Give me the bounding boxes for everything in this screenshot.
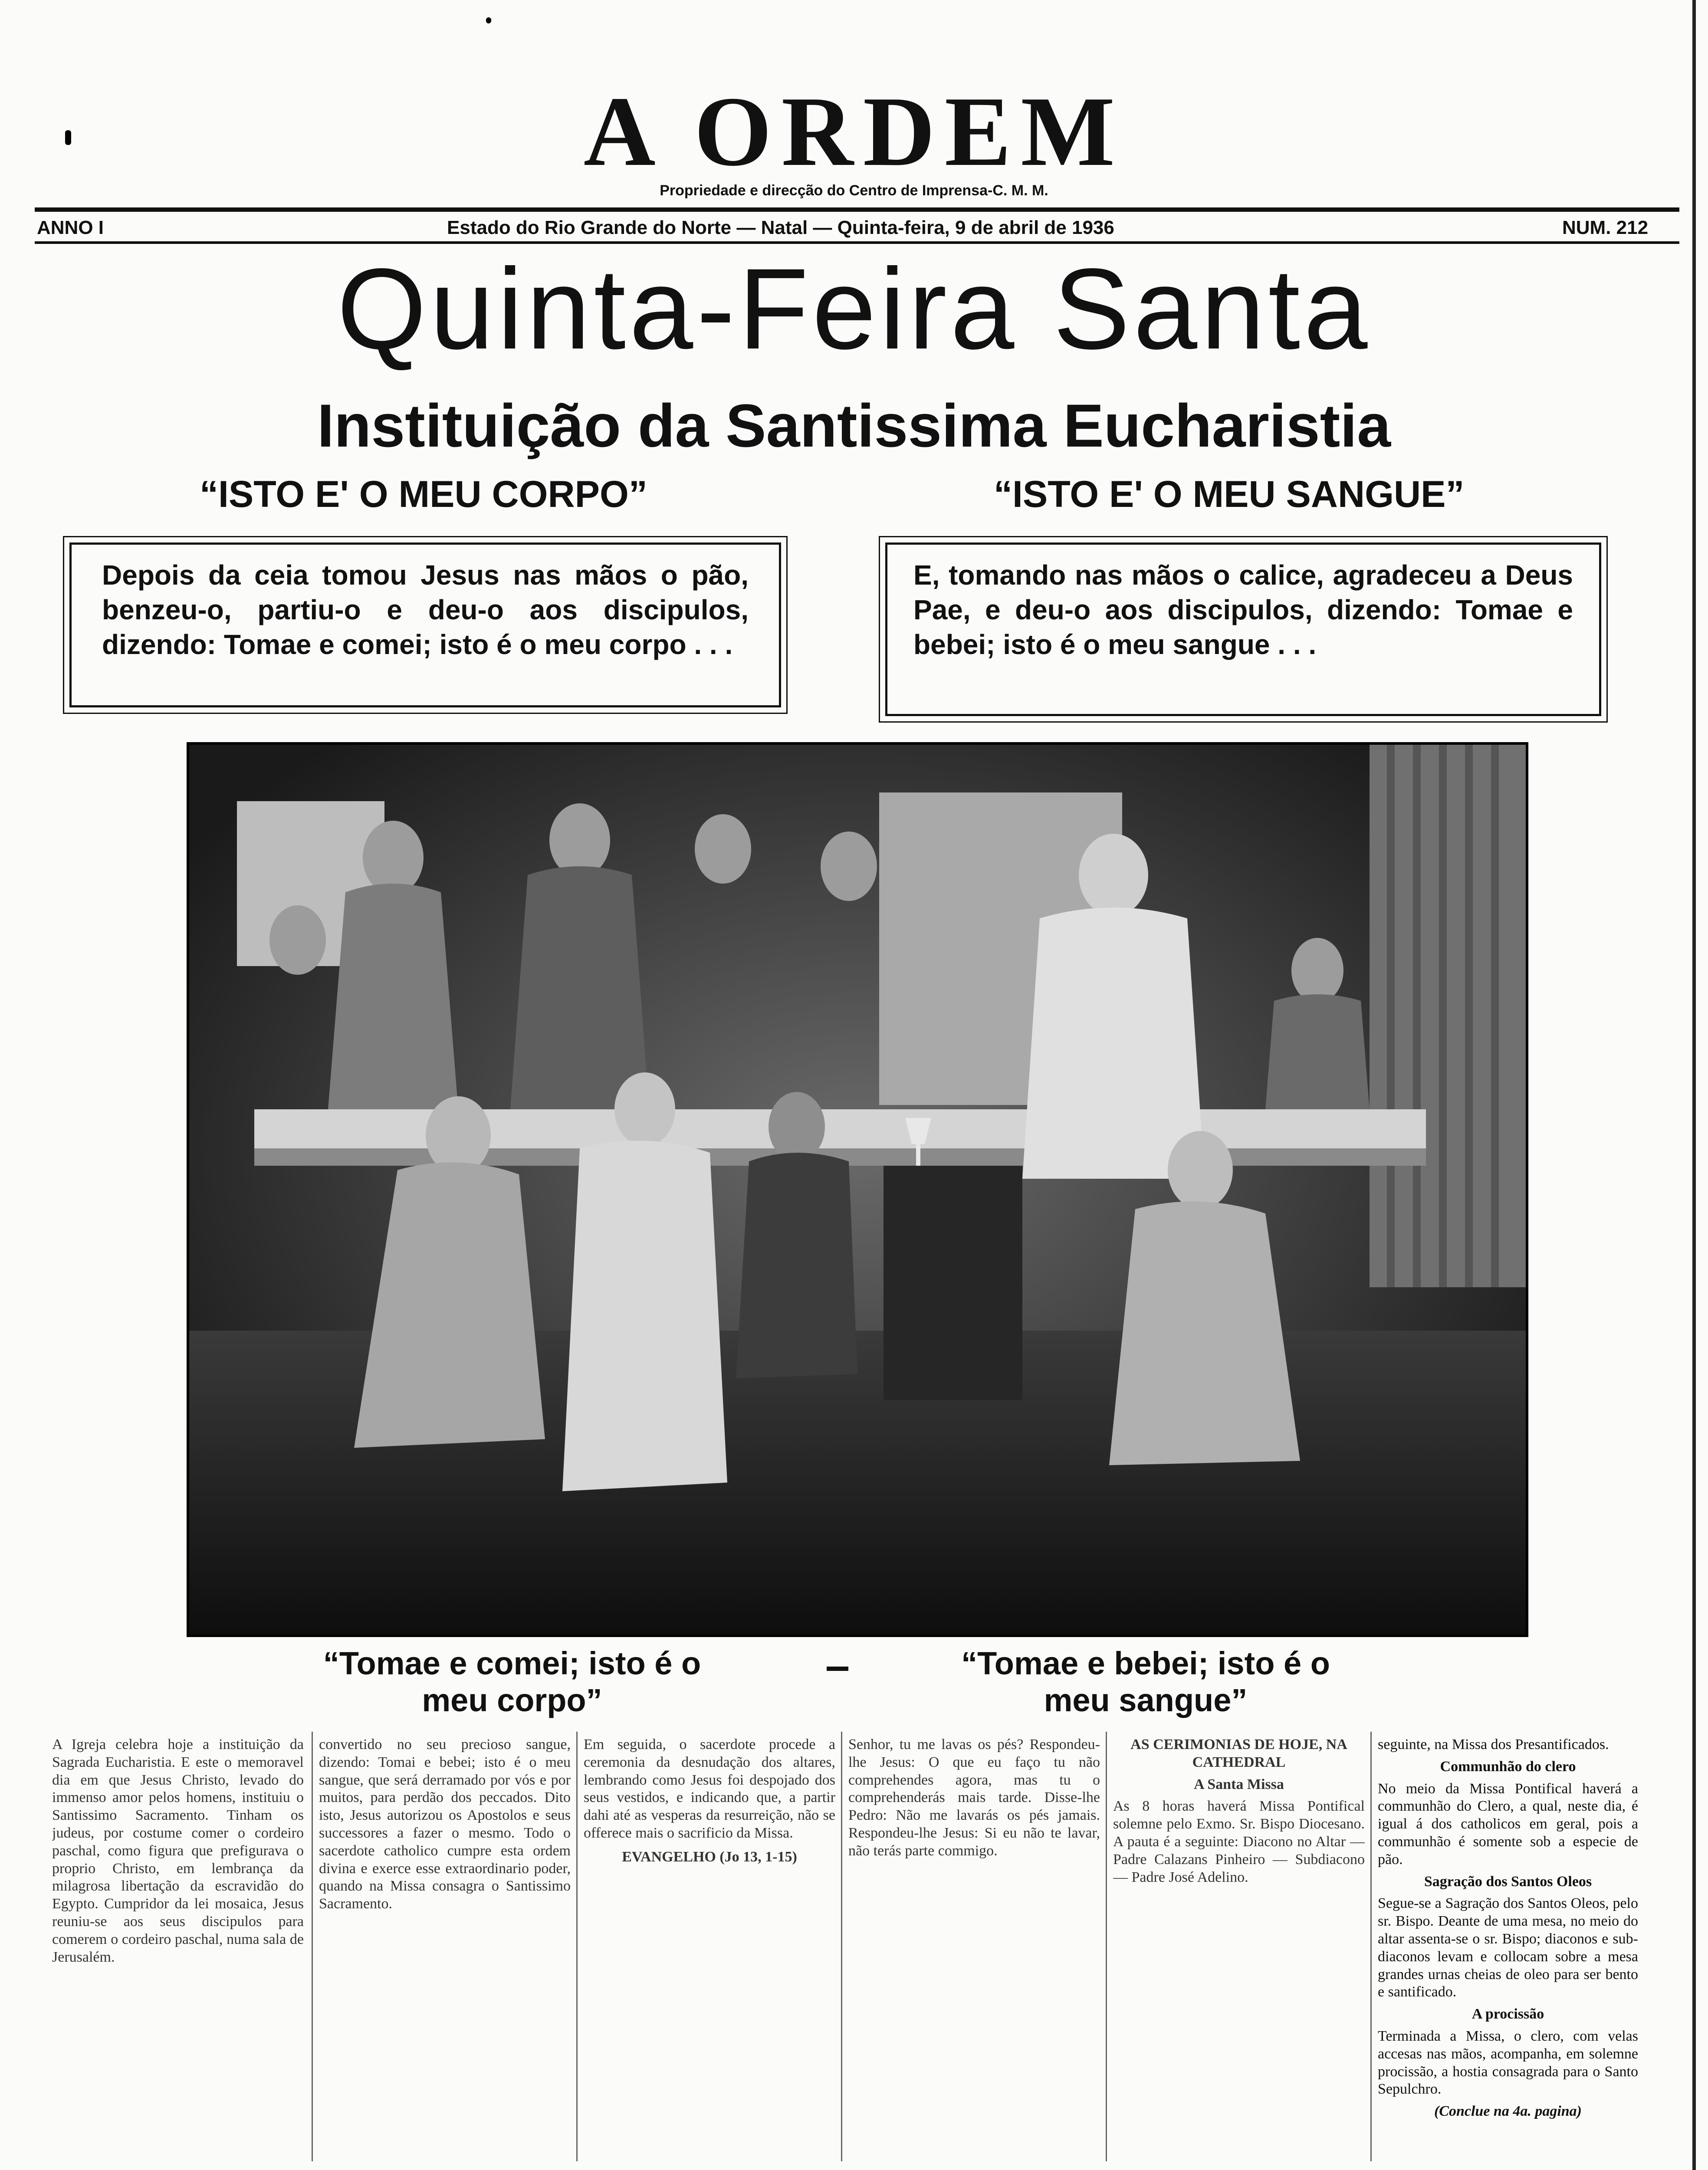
column-rule [841,1732,842,2161]
quote-box-right [885,542,1601,716]
column-5-text: As 8 horas haverá Missa Pontifical solemne pelo Exmo. Sr. Bispo Diocesano. A pauta é a seguinte: Diacono no Altar — Padre Calazans Pinheiro — Subdiacono — Padre José Adelino. [1113,1798,1365,1885]
quote-box-left [69,542,781,707]
column-rule [1370,1732,1372,2161]
article-column-3 [584,1736,835,2153]
quote-box-left-text: Depois da ceia tomou Jesus nas mãos o pão, benzeu-o, partiu-o e deu-o aos discipulos, dizendo: Tomae e comei; isto é o meu corpo . . . [102,559,749,660]
column-3-heading: EVANGELHO (Jo 13, 1-15) [622,1848,797,1865]
masthead-number: NUM. 212 [1562,217,1649,238]
masthead-year: ANNO I [37,217,104,238]
caption-left: “Tomae e comei; isto é o meu corpo” [323,1645,701,1719]
article-column-1: A Igreja celebra hoje a instituição da Sagrada Eucharistia. E este o memoravel dia em que Jesus Christo, levado do immenso amor pelos homens, instituiu o Santissimo Sacramento. Tinham os judeus, por costume comer o cordeiro paschal, como figura que prefigurava o proprio Christo, em lembrança da milagrosa libertação da escravidão do Egypto. Cumpridor da lei mosaica, Jesus reuniu-se aos seus discipulos para comerem o cordeiro paschal, numa sala de Jerusalém. [52,1736,304,1965]
last-supper-photograph [187,742,1528,1637]
column-6-heading-procession: A procissão [1472,2006,1544,2022]
article-column-4: Senhor, tu me lavas os pés? Respondeu-lhe Jesus: O que eu faço tu não comprehendes agora, mas tu o comprehenderás mais tarde. Disse-lhe Pedro: Não me lavarás os pés jamais. Respondeu-lhe Jesus: Si eu não te lavar, não terás parte commigo. [848,1736,1100,1859]
quote-box-right-text: E, tomando nas mãos o calice, agradeceu a Deus Pae, e deu-o aos discipulos, dizendo: Tomae e bebei; isto é o meu sangue . . . [913,559,1573,660]
column-6-heading-communion: Communhão do clero [1440,1758,1576,1775]
column-6-continuation: (Conclue na 4a. pagina) [1434,2103,1582,2120]
column-6-paragraph-oils: Segue-se a Sagração dos Santos Oleos, pelo sr. Bispo. Deante de uma mesa, no meio do altar assenta-se o sr. Bispo; diaconos e sub-diaconos levam e collocam sobre a mesa grandes urnas cheias de oleo para ser bento e santificado. [1378,1895,1638,2000]
column-6-paragraph-communion: No meio da Missa Pontifical haverá a communhão do Clero, a qual, neste dia, é igual á dos catholicos em geral, pois a communhão é somente sob a especie de pão. [1378,1780,1638,1868]
masthead-rule-top [35,207,1679,212]
page-edge-right [1692,0,1696,2170]
article-column-6 [1378,1736,1638,2153]
column-6-paragraph-procession: Terminada a Missa, o clero, com velas accesas nas mãos, acompanha, em solemne procissão, a hostia consagrada para o Santo Sepulchro. [1378,2028,1638,2098]
caption-dash [827,1667,848,1671]
quote-right: “ISTO E' O MEU SANGUE” [994,473,1465,515]
ink-speck [486,17,491,23]
subheadline: Instituição da Santissima Eucharistia [317,391,1391,460]
column-5-subheading: A Santa Missa [1194,1776,1284,1792]
masthead-title: A ORDEM [583,76,1125,187]
column-rule [1106,1732,1107,2161]
masthead-dateline: Estado do Rio Grande do Norte — Natal — Quinta-feira, 9 de abril de 1936 [447,217,1114,238]
article-column-5 [1113,1736,1365,2153]
last-supper-painting-illustration [189,745,1526,1634]
column-3-text: Em seguida, o sacerdote procede a ceremonia da desnudação dos altares, lembrando como Jesus foi despojado dos seus vestidos, e indicando que, a partir dahi até as vesperas da resurreição, não se offerece mais o sacrificio da Missa. [584,1736,835,1841]
column-rule [312,1732,313,2161]
column-5-heading: AS CERIMONIAS DE HOJE, NA CATHEDRAL [1130,1736,1347,1770]
masthead-proprietor: Propriedade e direcção do Centro de Imprensa-C. M. M. [660,182,1048,199]
column-6-lead: seguinte, na Missa dos Presantificados. [1378,1736,1609,1752]
quote-left: “ISTO E' O MEU CORPO” [200,473,647,515]
headline: Quinta-Feira Santa [337,245,1371,373]
article-column-2: convertido no seu precioso sangue, dizendo: Tomai e bebei; isto é o meu sangue, que será derramado por vós e por muitos, para perdão dos peccados. Dito isto, Jesus autorizou os Apostolos e seus successores a fazer o mesmo. Todo o sacerdote catholico cumpre esta ordem divina e exerce esse extraordinario poder, quando na Missa consagra o Santissimo Sacramento. [319,1736,571,1912]
caption-right: “Tomae e bebei; isto é o meu sangue” [961,1645,1330,1719]
column-6-heading-oils: Sagração dos Santos Oleos [1424,1873,1592,1890]
column-rule [576,1732,578,2161]
